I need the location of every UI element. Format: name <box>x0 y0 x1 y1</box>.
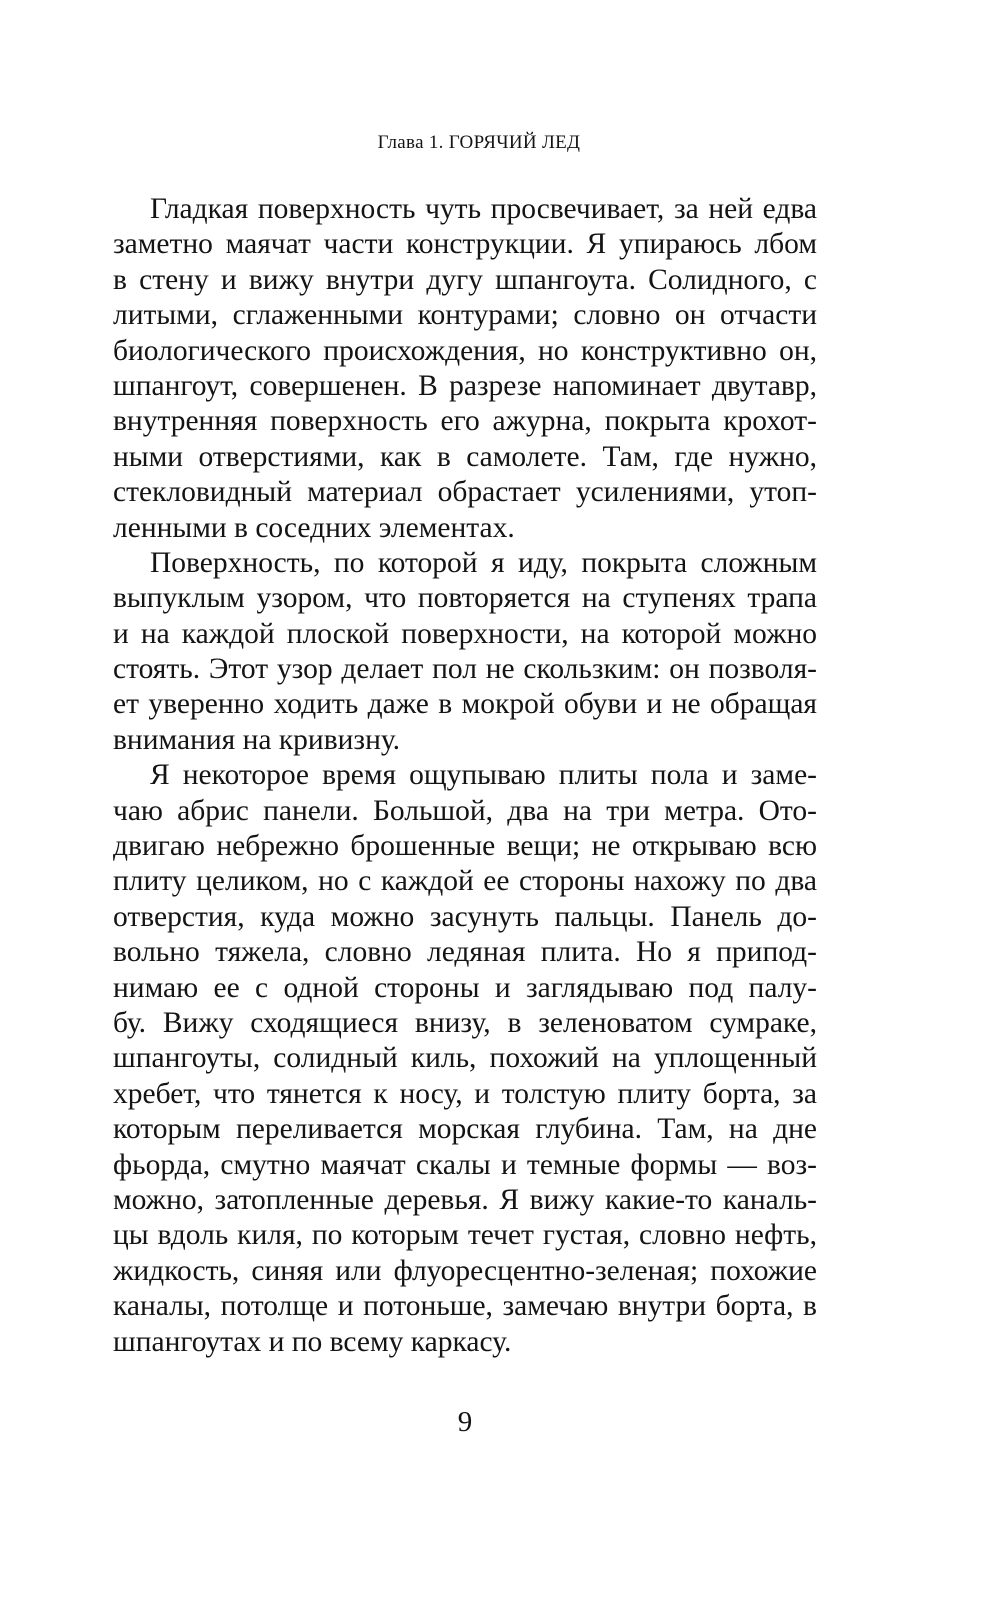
text-line: бу. Вижу сходящиеся внизу, в зеленоватом сумраке, <box>113 1006 817 1039</box>
text-line: двигаю небрежно брошенные вещи; не открываю всю <box>113 830 817 863</box>
text-line: ленными в соседних элементах. <box>113 511 515 544</box>
text-line: шпангоутах и по всему каркасу. <box>113 1325 512 1358</box>
text-line: заметно маячат части конструкции. Я упираюсь лбом <box>113 228 817 261</box>
text-line: Поверхность, по которой я иду, покрыта сложным <box>150 546 817 579</box>
text-line: в стену и вижу внутри дугу шпангоута. Солидного, с <box>113 263 817 296</box>
running-head: Глава 1. ГОРЯЧИЙ ЛЕД <box>377 132 581 153</box>
body-text <box>113 192 817 1360</box>
text-line: нимаю ее с одной стороны и заглядываю под палу- <box>113 971 817 1004</box>
text-line: вольно тяжела, словно ледяная плита. Но я припод- <box>113 936 817 969</box>
text-line: фьорда, смутно маячат скалы и темные формы — воз- <box>113 1148 817 1181</box>
text-line: Гладкая поверхность чуть просвечивает, за ней едва <box>150 193 817 225</box>
text-line: стоять. Этот узор делает пол не скользким: он позволя- <box>113 653 817 686</box>
text-line: отверстия, куда можно засунуть пальцы. Панель до- <box>113 900 817 933</box>
text-line: внутренняя поверхность его ажурна, покрыта крохот- <box>113 405 817 438</box>
paragraph-3 <box>113 758 817 1360</box>
text-line: биологического происхождения, но конструктивно он, <box>113 334 817 367</box>
text-line: выпуклым узором, что повторяется на ступенях трапа <box>113 582 817 615</box>
text-line: и на каждой плоской поверхности, на которой можно <box>113 617 817 650</box>
paragraph-2 <box>113 546 817 758</box>
text-line: цы вдоль киля, по которым течет густая, словно нефть, <box>113 1219 817 1252</box>
page-number: 9 <box>457 1406 473 1438</box>
text-line: плиту целиком, но с каждой ее стороны нахожу по два <box>113 865 817 898</box>
text-line: внимания на кривизну. <box>113 723 401 756</box>
text-line: ными отверстиями, как в самолете. Там, где нужно, <box>113 440 817 473</box>
text-line: литыми, сглаженными контурами; словно он отчасти <box>113 299 817 332</box>
text-line: жидкость, синяя или флуоресцентно-зеленая; похожие <box>113 1254 817 1287</box>
text-line: каналы, потолще и потоньше, замечаю внутри борта, в <box>113 1290 817 1323</box>
text-line: которым переливается морская глубина. Там, на дне <box>113 1113 817 1146</box>
text-line: можно, затопленные деревья. Я вижу какие-то каналь- <box>113 1183 817 1216</box>
text-line: шпангоуты, солидный киль, похожий на уплощенный <box>113 1042 817 1075</box>
paragraph-1 <box>113 192 817 546</box>
text-line: ет уверенно ходить даже в мокрой обуви и не обращая <box>113 688 817 721</box>
text-line: шпангоут, совершенен. В разрезе напоминает двутавр, <box>113 369 817 402</box>
text-line: чаю абрис панели. Большой, два на три метра. Ото- <box>113 794 817 827</box>
text-line: стекловидный материал обрастает усилениями, утоп- <box>113 476 817 509</box>
text-line: хребет, что тянется к носу, и толстую плиту борта, за <box>113 1077 817 1110</box>
text-line: Я некоторое время ощупываю плиты пола и заме- <box>150 759 817 792</box>
